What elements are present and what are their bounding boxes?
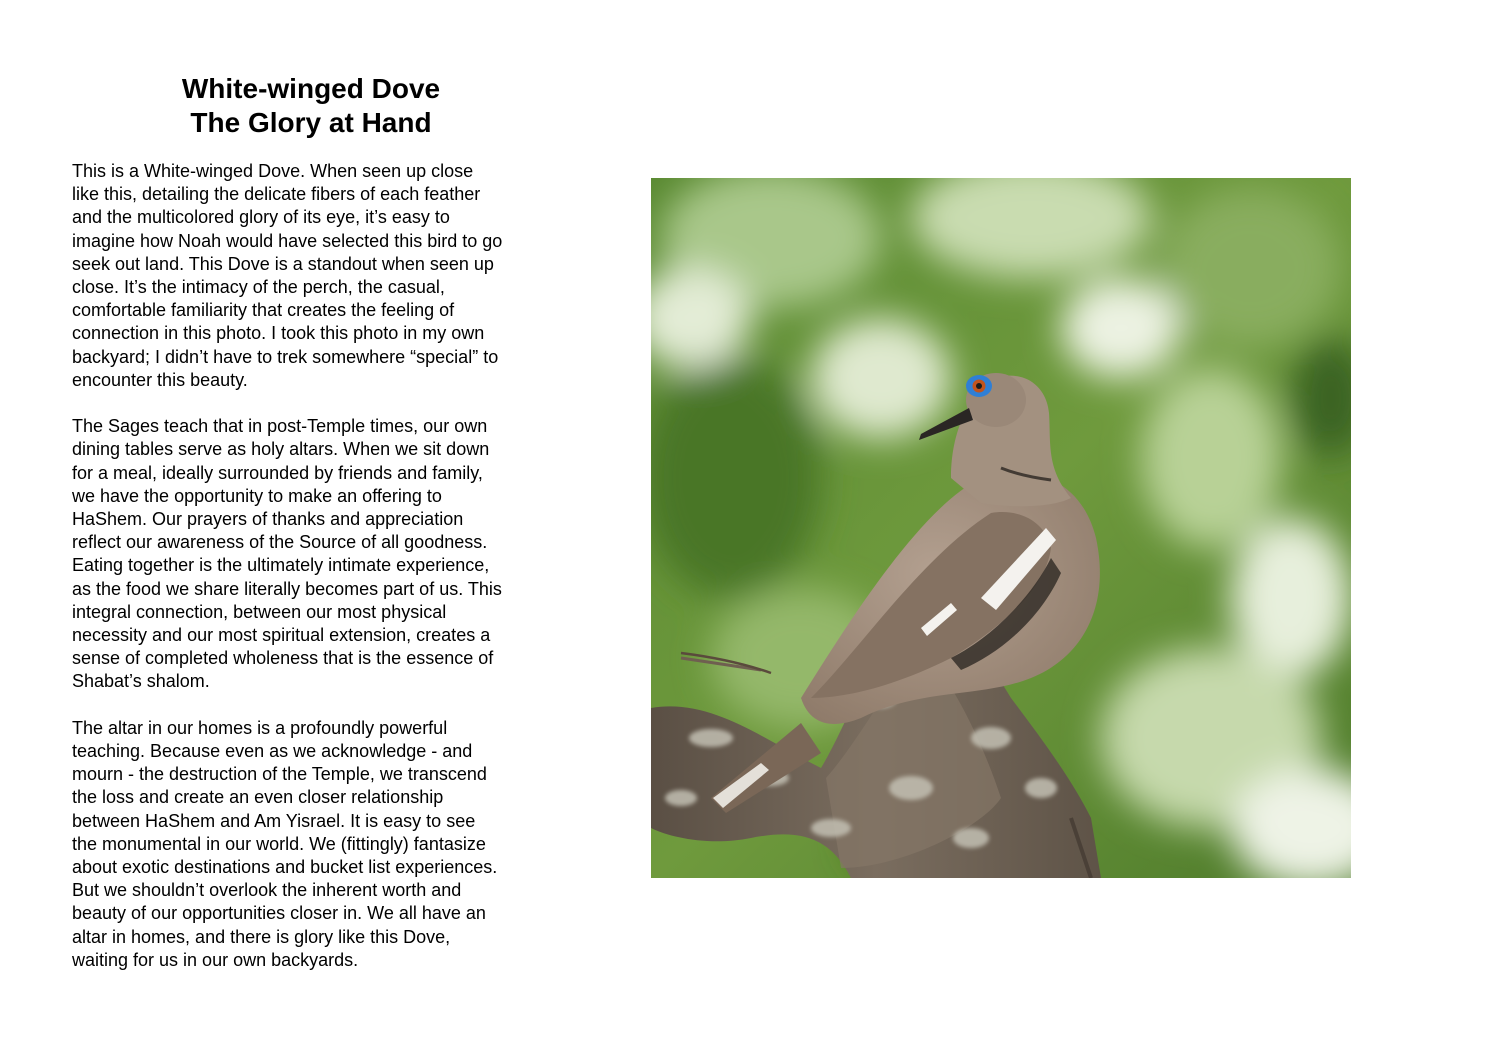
article-text [72, 72, 562, 995]
title-line-1: White-winged Dove [181, 73, 441, 104]
page-title [72, 72, 550, 140]
dove-eye [966, 375, 992, 397]
paragraph-2: The Sages teach that in post-Temple times, our own dining tables serve as holy altars. When we sit down for a meal, ideally surrounded by friends and family, we have the opportunity to make an offering to HaShem. Our prayers of thanks and appreciation reflect our awareness of the Source of all goodness. Eating together is the ultimately intimate experience, as the food we share literally becomes part of us. This integral connection, between our most physical necessity and our most spiritual extension, creates a sense of completed wholeness that is the essence of Shabat’s shalom. [72, 416, 502, 692]
dove-photo [651, 178, 1351, 878]
paragraph-3: The altar in our homes is a profoundly powerful teaching. Because even as we acknowledge - and mourn - the destruction of the Temple, we transcend the loss and create an even closer relationship between HaShem and Am Yisrael. It is easy to see the monumental in our world. We (fittingly) fantasize about exotic destinations and bucket list experiences. But we shouldn’t overlook the inherent worth and beauty of our opportunities closer in. We all have an altar in homes, and there is glory like this Dove, waiting for us in our own backyards. [72, 717, 498, 970]
title-line-2: The Glory at Hand [190, 107, 432, 138]
dove-photo-illustration [651, 178, 1351, 878]
paragraph-1: This is a White-winged Dove. When seen up close like this, detailing the delicate fibers of each feather and the multicolored glory of its eye, it’s easy to imagine how Noah would have selected this bird to go seek out land. This Dove is a standout when seen up close. It’s the intimacy of the perch, the casual, comfortable familiarity that creates the feeling of connection in this photo. I took this photo in my own backyard; I didn’t have to trek somewhere “special” to encounter this beauty. [72, 161, 503, 390]
